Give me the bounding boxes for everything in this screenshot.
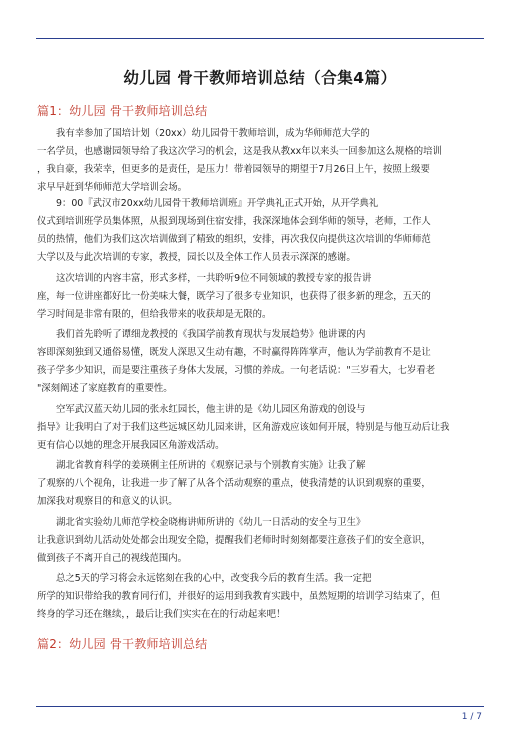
paragraph-line: 大学以及与此次培训的专家，教授，园长以及全体工作人员表示深深的感谢。 [37, 252, 356, 263]
paragraph-line: 一名学员，也感谢园领导给了我这次学习的机会，这是我从教xx年以来头一回参加这么规格的培训 [37, 146, 442, 157]
paragraph-line: 更有信心以她的理念开展我园区角游戏活动。 [37, 440, 225, 451]
section-heading-1: 篇1：幼儿园 骨干教师培训总结 [37, 104, 208, 118]
top-rule [36, 38, 484, 39]
paragraph-line: 我们首先聆听了谭细龙教授的《我国学前教育现状与发展趋势》他讲课的内 [56, 329, 366, 340]
paragraph-1 [37, 125, 483, 197]
paragraph-line: 我有幸参加了国培计划（20xx）幼儿园骨干教师培训，成为华师师范大学的 [56, 128, 370, 139]
paragraph-line: 做到孩子不离开自己的视线范围内。 [37, 553, 188, 564]
paragraph-line: 湖北省实验幼儿师范学校金晓梅讲师所讲的《幼儿一日活动的安全与卫生》 [56, 517, 366, 528]
paragraph-line: 座，每一位讲座都好比一份美味大餐，既学习了很多专业知识，也获得了很多新的理念，五天的 [37, 291, 431, 302]
bottom-rule [36, 706, 484, 707]
paragraph-line: "深刻阐述了家庭教育的重要性。 [37, 383, 173, 394]
paragraph-line: 员的热情，他们为我们这次培训做到了精致的组织，安排，再次我仅向提供这次培训的华师师范 [37, 234, 431, 245]
paragraph-line: 孩子学多少知识，而是要注重孩子身体大发展，习惯的养成。一句老话说："三岁看大，七岁看老 [37, 365, 436, 376]
paragraph-line: 总之5天的学习将会永远铭刻在我的心中，改变我今后的教育生活。我一定把 [56, 573, 372, 584]
paragraph-line: 9：00『武汉市20xx幼儿园骨干教师培训班』开学典礼正式开始，从开学典礼 [56, 198, 379, 209]
paragraph-line: 湖北省教育科学的姜瑛俐主任所讲的《观察记录与个别教育实施》让我了解 [56, 460, 366, 471]
paragraph-2 [37, 195, 483, 267]
paragraph-line: 指导》让我明白了对于我们这些远城区幼儿园来讲，区角游戏应该如何开展，特别是与他互动后让我 [37, 422, 450, 433]
paragraph-line: 求早早赶到华师师范大学培训会场。 [37, 182, 188, 193]
paragraph-6 [37, 457, 483, 511]
paragraph-line: 空军武汉蓝天幼儿园的张永红园长，他主讲的是《幼儿园区角游戏的创设与 [56, 404, 366, 415]
paragraph-line: 让我意识到幼儿活动处处都会出现安全隐，提醒我们老师时时刻刻都要注意孩子们的安全意识， [37, 535, 431, 546]
paragraph-8 [37, 570, 483, 624]
paragraph-line: 所学的知识带给我的教育同行们，并很好的运用到我教育实践中，虽然短期的培训学习结束了，但 [37, 591, 441, 602]
section-heading-2: 篇2：幼儿园 骨干教师培训总结 [37, 637, 208, 651]
paragraph-4 [37, 326, 483, 398]
paragraph-line: 这次培训的内容丰富，形式多样，一共聆听9位不同领域的教授专家的报告讲 [56, 273, 372, 284]
paragraph-3 [37, 270, 483, 324]
document-title: 幼儿园 骨干教师培训总结（合集4篇） [123, 69, 397, 87]
paragraph-line: 了观察的八个视角，让我进一步了解了从各个活动观察的重点，使我清楚的认识到观察的重要， [37, 478, 431, 489]
page-indicator: 1 / 7 [461, 712, 482, 722]
paragraph-line: 终身的学习还在继续，，最后让我们实实在在的行动起来吧！ [37, 609, 286, 620]
paragraph-5 [37, 401, 483, 455]
paragraph-line: ，我自豪，我荣幸，但更多的是责任，是压力！带着园领导的期望于7月26日上午，按照上级要 [37, 164, 430, 175]
paragraph-line: 仪式到培训班学员集体照，从报到现场到住宿安排，我深深地体会到华师的领导，老师，工作人 [37, 216, 431, 227]
paragraph-line: 学习时间是非常有限的，但给我带来的收获却是无限的。 [37, 309, 272, 320]
paragraph-line: 加深我对观察目的和意义的认识。 [37, 496, 178, 507]
paragraph-line: 容即深刻独到又通俗易懂，既发人深思又生动有趣，不时赢得阵阵掌声，他认为学前教育不是让 [37, 347, 431, 358]
paragraph-7 [37, 514, 483, 568]
